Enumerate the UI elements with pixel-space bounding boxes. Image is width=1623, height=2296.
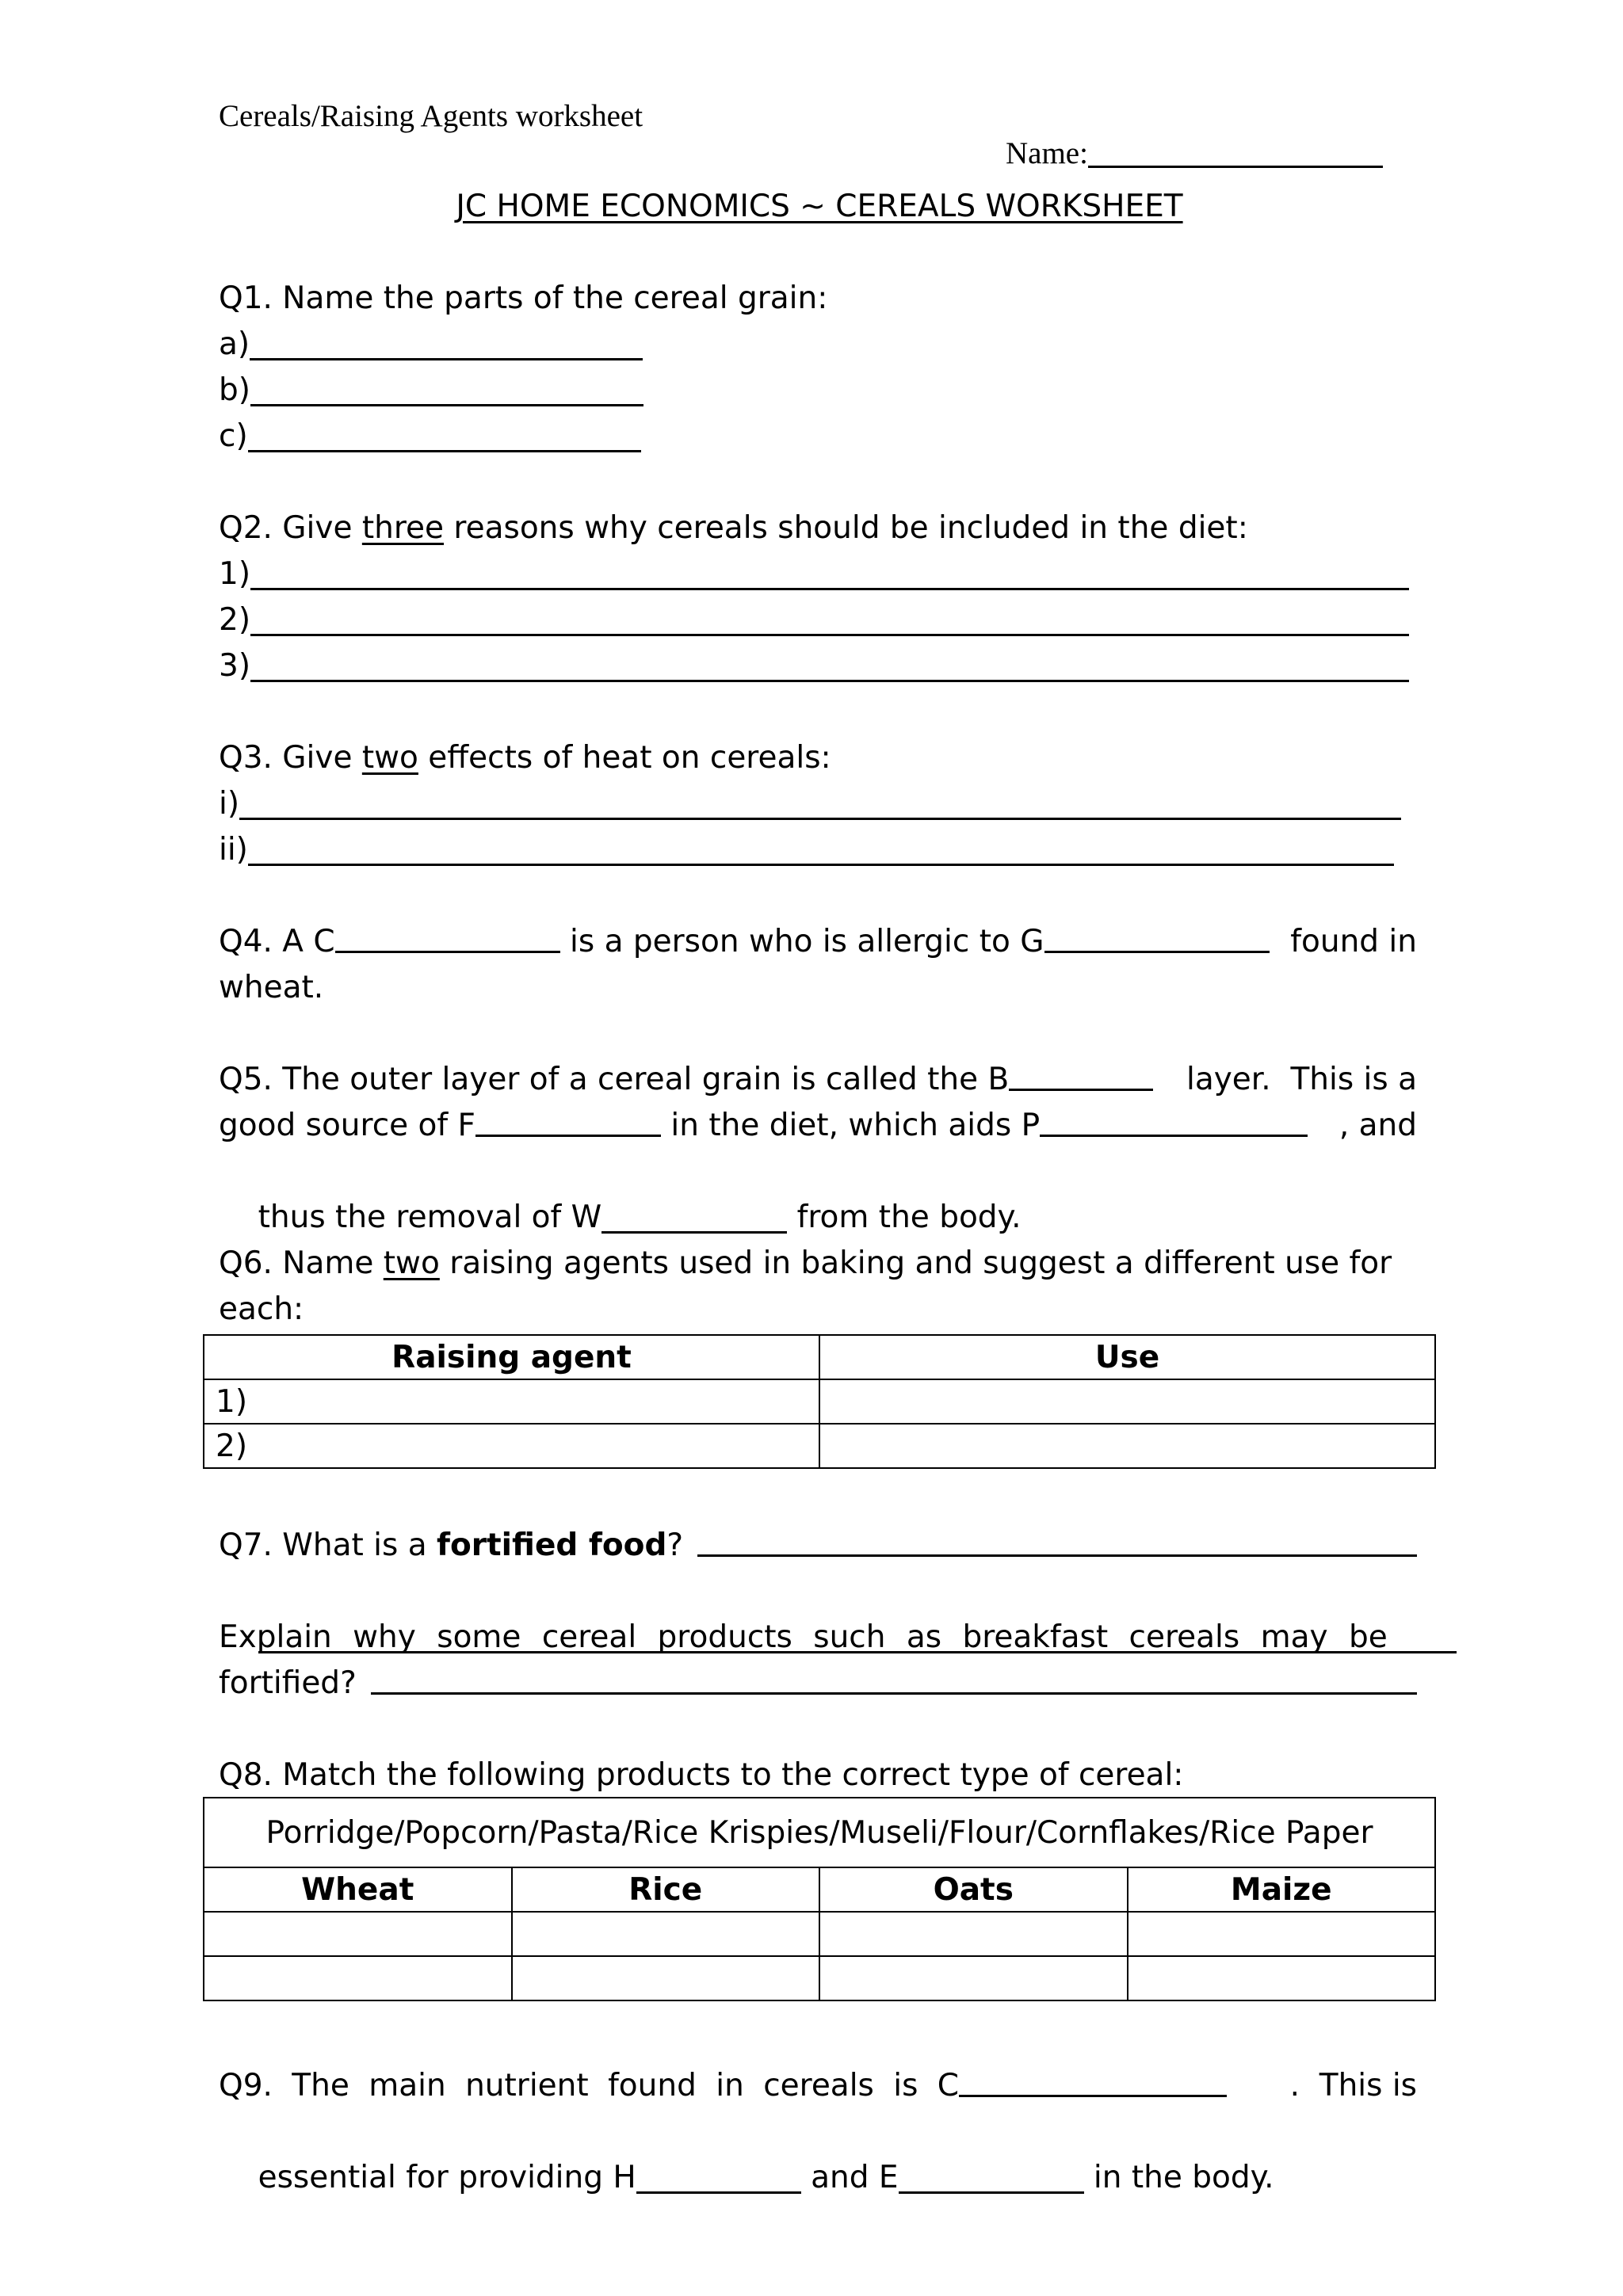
q4-line-2: wheat. [219, 970, 324, 1005]
q7-text-b: ? [666, 1527, 684, 1563]
name-blank[interactable] [1088, 134, 1383, 168]
q7-explain: Explain why some cereal products such as breakfast cereals may be [219, 1619, 1388, 1655]
table-cell[interactable] [204, 1956, 512, 2000]
table-cell[interactable]: 2) [204, 1424, 819, 1468]
table-row [204, 1912, 1435, 1956]
q3-label-ii: ii) [219, 832, 248, 868]
q5-text-a: Q5. The outer layer of a cereal grain is called the B [219, 1062, 1010, 1097]
header-worksheet-title: Cereals/Raising Agents worksheet [219, 99, 643, 133]
q3-emph: two [361, 740, 418, 776]
q9-text-d: and E [800, 2160, 899, 2195]
q9-line-2 [219, 2109, 1274, 2247]
table-row [204, 1956, 1435, 2000]
q4-text-a: Q4. A C [219, 924, 335, 959]
table-header-wheat: Wheat [204, 1867, 512, 1912]
q3-prefix: Q3. Give [219, 740, 362, 776]
q9-text-a: Q9. The main nutrient found in cereals is C [219, 2068, 960, 2103]
q5-blank-b[interactable] [1009, 1057, 1153, 1091]
q3-item-i [219, 781, 1401, 827]
q7-blank-3[interactable] [371, 1661, 1417, 1695]
q2-label-3: 3) [219, 648, 251, 684]
q2-blank-1[interactable] [250, 556, 1409, 590]
products-list: Porridge/Popcorn/Pasta/Rice Krispies/Museli/Flour/Cornflakes/Rice Paper [204, 1798, 1435, 1867]
q9-text-e: in the body. [1083, 2160, 1274, 2195]
q9-line-1 [219, 2063, 1417, 2109]
q6-emph: two [383, 1245, 440, 1281]
q2-label-2: 2) [219, 602, 251, 638]
q1-item-c [219, 414, 641, 460]
q2-item-1 [219, 551, 1409, 597]
q1-blank-b[interactable] [250, 372, 643, 406]
q3-label-i: i) [219, 786, 240, 822]
table-row [204, 1424, 1435, 1468]
q2-emph: three [361, 510, 445, 546]
name-label: Name: [1006, 136, 1088, 170]
q9-blank-h[interactable] [636, 2160, 801, 2194]
q3-blank-i[interactable] [239, 786, 1401, 820]
table-cell[interactable] [819, 1424, 1435, 1468]
q7-text-a: Q7. What is a [219, 1527, 437, 1563]
q6-line-1 [219, 1241, 1417, 1287]
table-cell[interactable] [204, 1912, 512, 1956]
q1-label-c: c) [219, 418, 248, 454]
q2-prefix: Q2. Give [219, 510, 362, 546]
table-cell[interactable] [819, 1379, 1435, 1424]
q3-blank-ii[interactable] [248, 832, 1394, 866]
q2-item-2 [219, 597, 1409, 643]
q6-suffix: raising agents used in baking and suggest a different use for [439, 1245, 1392, 1281]
q6-prefix: Q6. Name [219, 1245, 384, 1281]
q5-blank-w[interactable] [601, 1199, 787, 1234]
q4-line-1 [219, 919, 1417, 965]
q8-text: Q8. Match the following products to the correct type of cereal: [219, 1757, 1184, 1793]
table-cell[interactable] [512, 1956, 820, 2000]
q3-text [219, 735, 831, 781]
q7-explain-2: fortified? [219, 1665, 357, 1701]
q2-blank-2[interactable] [250, 602, 1409, 636]
table-header-cell: Use [819, 1335, 1435, 1379]
table-header-maize: Maize [1128, 1867, 1436, 1912]
q9-text-b: . This is [1289, 2068, 1417, 2103]
q5-text-g: from the body. [787, 1199, 1022, 1235]
table-header-row [204, 1867, 1435, 1912]
q7-line-3 [219, 1615, 1417, 1661]
q2-suffix: reasons why cereals should be included in the diet: [444, 510, 1248, 546]
q5-text-b: layer. This is a [1176, 1062, 1417, 1097]
q1-blank-c[interactable] [248, 418, 641, 452]
q2-label-1: 1) [219, 556, 251, 592]
q7-line-4 [219, 1661, 1417, 1707]
q5-blank-p[interactable] [1040, 1103, 1308, 1137]
q1-label-a: a) [219, 326, 250, 362]
q2-blank-3[interactable] [250, 648, 1409, 682]
q5-text-e: , and [1338, 1108, 1417, 1143]
q9-blank-c[interactable] [959, 2063, 1227, 2097]
raising-agent-table [203, 1334, 1436, 1469]
table-header-oats: Oats [819, 1867, 1128, 1912]
q6-text-a [219, 1241, 1392, 1287]
q4-text-c: found in [1280, 924, 1417, 959]
q4-blank-c[interactable] [335, 919, 560, 953]
table-cell[interactable] [512, 1912, 820, 1956]
table-cell[interactable] [819, 1956, 1128, 2000]
q5-blank-f[interactable] [475, 1103, 661, 1137]
q7-line-1 [219, 1523, 1417, 1569]
q4-blank-g[interactable] [1044, 919, 1270, 953]
table-cell[interactable] [819, 1912, 1128, 1956]
q2-item-3 [219, 643, 1409, 689]
table-header-row [204, 1335, 1435, 1379]
page-title: JC HOME ECONOMICS ~ CEREALS WORKSHEET [456, 189, 1183, 224]
q4-text-b: is a person who is allergic to G [559, 924, 1044, 959]
q3-item-ii [219, 827, 1394, 873]
q7-blank-1[interactable] [697, 1523, 1417, 1557]
q5-text-f: thus the removal of W [258, 1199, 602, 1235]
q5-line-2 [219, 1103, 1417, 1149]
table-cell[interactable] [1128, 1956, 1436, 2000]
table-cell[interactable] [1128, 1912, 1436, 1956]
products-row [204, 1798, 1435, 1867]
q5-line-1 [219, 1057, 1417, 1103]
q7-bold-term: fortified food [437, 1527, 667, 1563]
table-cell[interactable]: 1) [204, 1379, 819, 1424]
q5-text-c: good source of F [219, 1108, 475, 1143]
q1-blank-a[interactable] [250, 326, 643, 360]
q3-suffix: effects of heat on cereals: [418, 740, 831, 776]
q1-text: Q1. Name the parts of the cereal grain: [219, 280, 828, 316]
q5-text-d: in the diet, which aids P [660, 1108, 1041, 1143]
q6-line-2: each: [219, 1291, 304, 1327]
table-header-cell: Raising agent [204, 1335, 819, 1379]
q1-label-b: b) [219, 372, 250, 408]
q2-text [219, 505, 1248, 551]
q1-item-a [219, 322, 643, 368]
q9-text-c: essential for providing H [258, 2160, 636, 2195]
table-header-rice: Rice [512, 1867, 820, 1912]
table-row [204, 1379, 1435, 1424]
q9-blank-e[interactable] [899, 2160, 1084, 2194]
q1-item-b [219, 368, 643, 414]
cereal-match-table [203, 1797, 1436, 2001]
